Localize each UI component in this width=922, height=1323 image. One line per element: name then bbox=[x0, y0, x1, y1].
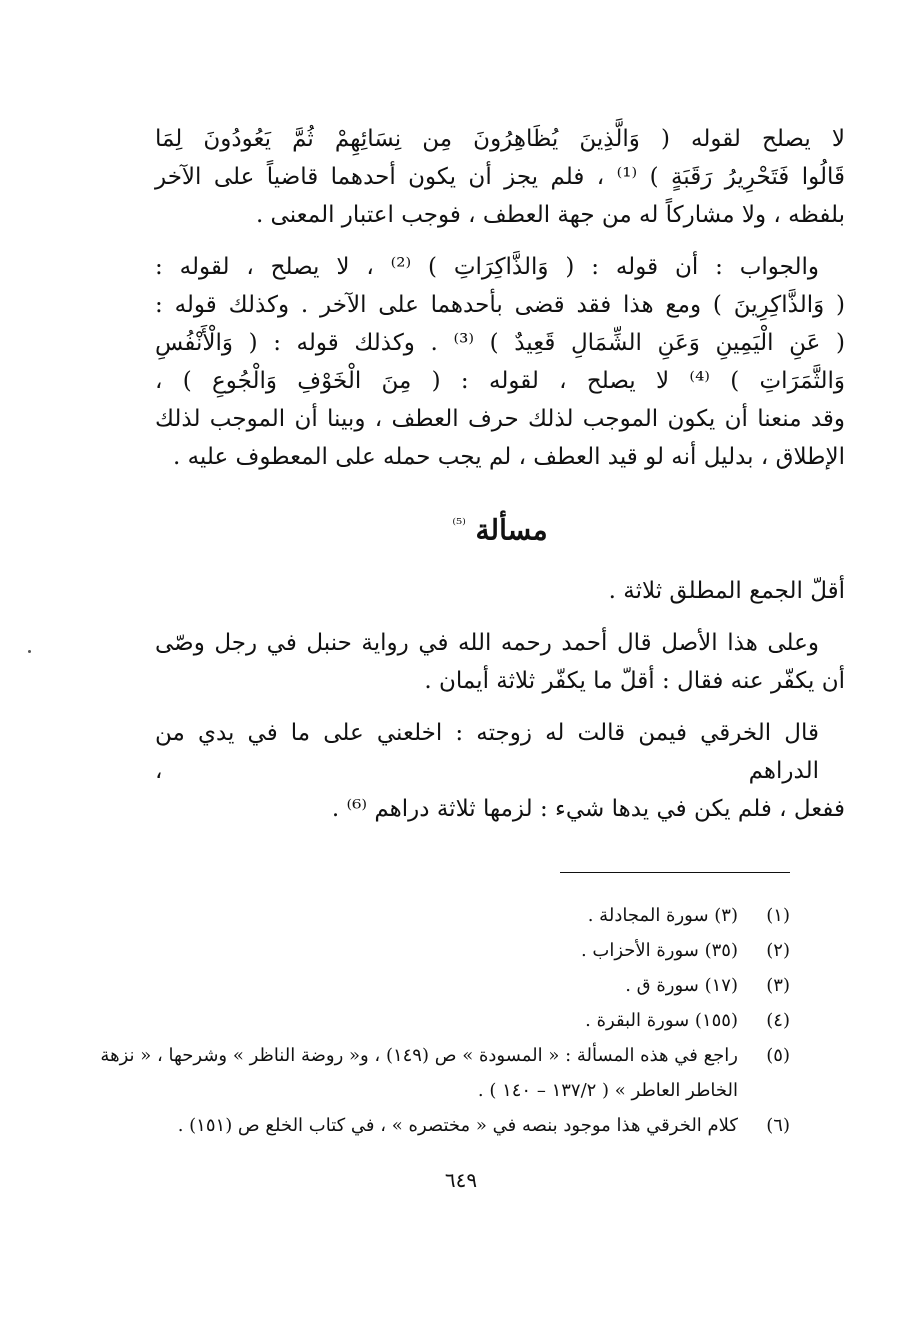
footnote-text: كلام الخرقي هذا موجود بنصه في « مختصره » ، في كتاب الخلع ص (١٥١) . bbox=[177, 1115, 738, 1136]
footnote-number: (٥) bbox=[766, 1045, 790, 1066]
text-line: وَالثَّمَرَاتِ ) ⁽⁴⁾ لا يصلح ، لقوله : ( مِنَ الْخَوْفِ وَالْجُوعِ ) ، bbox=[155, 368, 845, 394]
footnote-number: (٣) bbox=[766, 975, 790, 996]
footnote-number: (١) bbox=[766, 905, 790, 926]
text-line: وعلى هذا الأصل قال أحمد رحمه الله في رواية حنبل في رجل وصّى bbox=[155, 630, 819, 657]
footnote-number: (٢) bbox=[766, 940, 790, 961]
text-line: وقد منعنا أن يكون الموجب لذلك حرف العطف ، وبينا أن الموجب لذلك bbox=[155, 406, 845, 432]
footnote-text: (١٥٥) سورة البقرة . bbox=[585, 1010, 738, 1031]
text-line: أقلّ الجمع المطلق ثلاثة . bbox=[608, 578, 845, 605]
footnote-divider bbox=[560, 872, 790, 873]
footnote-text: راجع في هذه المسألة : « المسودة » ص (١٤٩) ، و« روضة الناظر » وشرحها ، « نزهة الخاطر العاطر » ( ١٣٧/٢ – ١٤٠ ) . bbox=[100, 1045, 738, 1101]
footnotes bbox=[70, 898, 790, 1143]
footnote-item bbox=[70, 1003, 790, 1038]
paragraph-3 bbox=[155, 572, 845, 610]
footnote-text: (١٧) سورة ق . bbox=[625, 975, 738, 996]
page-number: ٦٤٩ bbox=[444, 1168, 478, 1192]
footnote-item bbox=[70, 1038, 790, 1108]
text-line: والجواب : أن قوله : ( وَالذَّاكِرَاتِ ) ⁽²⁾ ، لا يصلح ، لقوله : bbox=[155, 254, 819, 280]
text-line: بلفظه ، ولا مشاركاً له من جهة العطف ، فوجب اعتبار المعنى . bbox=[255, 202, 845, 228]
footnote-item bbox=[70, 898, 790, 933]
main-text bbox=[155, 120, 845, 842]
footnote-item bbox=[70, 1108, 790, 1143]
footnote-number: (٦) bbox=[766, 1115, 790, 1136]
text-line: الإطلاق ، بدليل أنه لو قيد العطف ، لم يجب حمله على المعطوف عليه . bbox=[172, 444, 845, 470]
text-line: لا يصلح لقوله ( وَالَّذِينَ يُظَاهِرُونَ مِن نِسَائِهِمْ ثُمَّ يَعُودُونَ لِمَا bbox=[155, 126, 845, 152]
text-line: قال الخرقي فيمن قالت له زوجته : اخلعني على ما في يدي من الدراهم ، bbox=[155, 720, 819, 785]
footnote-item bbox=[70, 933, 790, 968]
paragraph-2 bbox=[155, 248, 845, 476]
text-line: ( عَنِ الْيَمِينِ وَعَنِ الشِّمَالِ قَعِيدٌ ) ⁽³⁾ . وكذلك قوله : ( وَالْأَنْفُسِ bbox=[155, 330, 845, 356]
text-line: قَالُوا فَتَحْرِيرُ رَقَبَةٍ ) ⁽¹⁾ ، فلم يجز أن يكون أحدهما قاضياً على الآخر bbox=[155, 164, 845, 190]
heading-title: مسألة bbox=[475, 513, 548, 547]
heading-footnote-ref: ⁽⁵⁾ bbox=[452, 515, 466, 533]
scan-speck bbox=[28, 650, 31, 653]
section-heading bbox=[155, 504, 845, 550]
text-line: ( وَالذَّاكِرِينَ ) ومع هذا فقد قضى بأحدهما على الآخر . وكذلك قوله : bbox=[155, 292, 845, 318]
text-line: ففعل ، فلم يكن في يدها شيء : لزمها ثلاثة دراهم ⁽⁶⁾ . bbox=[331, 796, 845, 823]
footnote-text: (٣٥) سورة الأحزاب . bbox=[580, 940, 738, 961]
footnote-number: (٤) bbox=[766, 1010, 790, 1031]
paragraph-1 bbox=[155, 120, 845, 234]
footnote-text: (٣) سورة المجادلة . bbox=[587, 905, 738, 926]
text-line: أن يكفّر عنه فقال : أقلّ ما يكفّر ثلاثة أيمان . bbox=[424, 668, 845, 695]
paragraph-5 bbox=[155, 714, 845, 828]
paragraph-4 bbox=[155, 624, 845, 700]
footnote-item bbox=[70, 968, 790, 1003]
